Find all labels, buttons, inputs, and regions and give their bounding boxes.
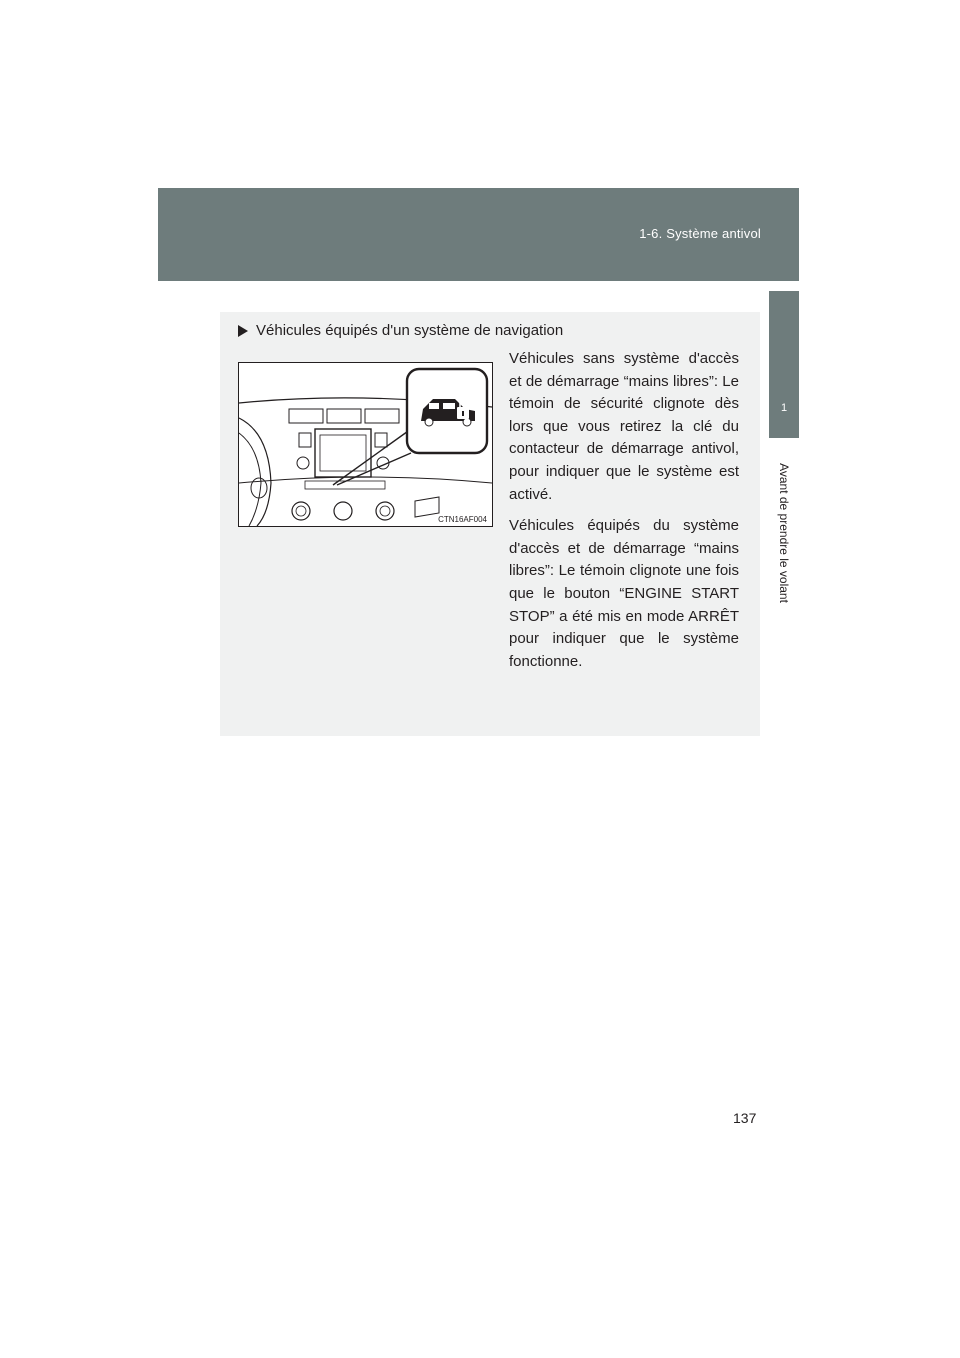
paragraph-no-smart-key: Véhicules sans système d'accès et de démarrage “mains libres”: Le témoin de sécurité clignote dès lors que vous retirez la clé du contacteur de démarrage antivol, pour indiquer que le système est activé. bbox=[509, 350, 739, 503]
section-title: 1-6. Système antivol bbox=[639, 226, 761, 241]
chapter-label-container bbox=[769, 438, 799, 628]
subheading bbox=[238, 322, 563, 339]
subheading-text: Véhicules équipés d'un système de navigation bbox=[256, 322, 564, 339]
chapter-tab bbox=[769, 291, 799, 438]
section-header-bar bbox=[158, 188, 799, 281]
content-box bbox=[220, 312, 760, 736]
chapter-number: 1 bbox=[780, 402, 788, 414]
chapter-label: Avant de prendre le volant bbox=[777, 463, 791, 603]
triangle-bullet-icon bbox=[238, 325, 248, 337]
figure-code: CTN16AF004 bbox=[438, 515, 487, 524]
paragraph-smart-key: Véhicules équipés du système d'accès et de démarrage “mains libres”: Le témoin clignote une fois que le bouton “ENGINE START STOP” a été mis en mode ARRÊT pour indiquer que le système fonctionne. bbox=[509, 517, 739, 670]
dashboard-illustration bbox=[238, 362, 493, 527]
dashboard-drawing bbox=[239, 363, 492, 526]
page-number: 137 bbox=[733, 1110, 757, 1126]
description-text bbox=[509, 348, 739, 682]
